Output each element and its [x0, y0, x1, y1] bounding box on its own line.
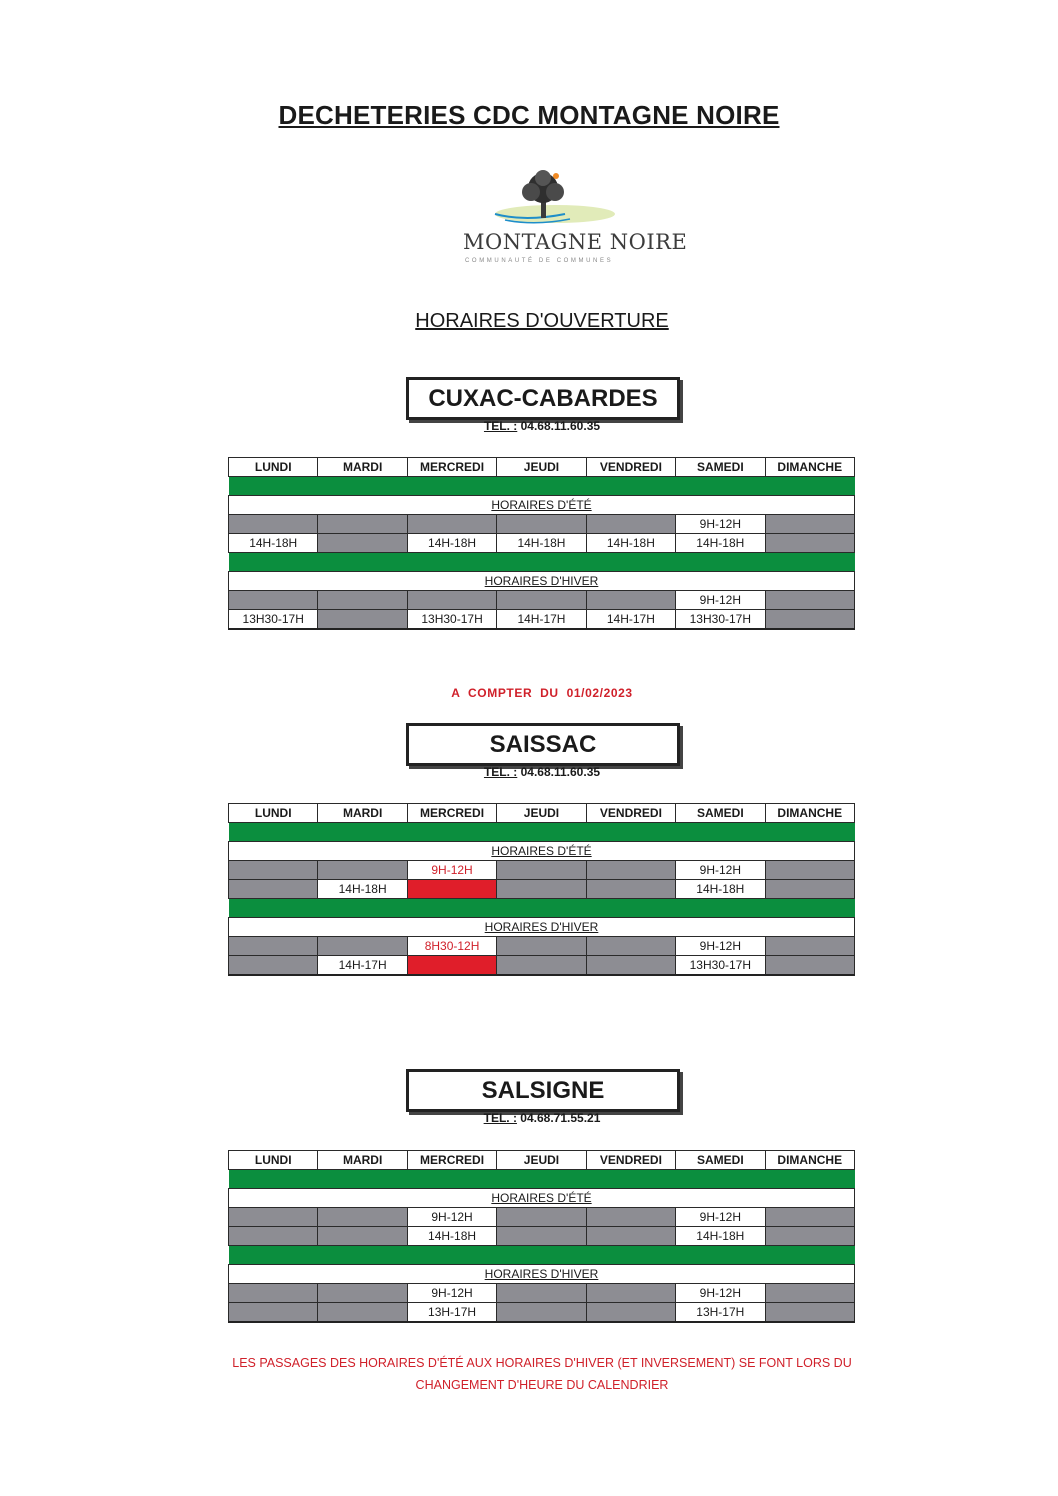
- phone-label: TEL. :: [483, 765, 518, 779]
- closed-cell: [497, 880, 586, 899]
- hours-cell: 14H-18H: [407, 534, 496, 553]
- closed-cell: [586, 880, 675, 899]
- hours-cell: 9H-12H: [676, 861, 765, 880]
- season-label-row: [229, 1265, 855, 1284]
- hours-cell: 14H-18H: [676, 1227, 765, 1246]
- hours-cell: 14H-18H: [676, 880, 765, 899]
- hours-row: [229, 1208, 855, 1227]
- closed-cell: [586, 1284, 675, 1303]
- closed-cell: [765, 861, 854, 880]
- closed-cell: [765, 534, 854, 553]
- footer-line-2: CHANGEMENT D'HEURE DU CALENDRIER: [415, 1378, 669, 1392]
- page-title: DECHETERIES CDC MONTAGNE NOIRE: [278, 100, 780, 130]
- closed-cell: [497, 1227, 586, 1246]
- closed-cell: [765, 591, 854, 610]
- hours-cell: 14H-18H: [586, 534, 675, 553]
- closed-cell: [318, 1303, 407, 1323]
- closed-cell: [497, 591, 586, 610]
- day-header: DIMANCHE: [765, 458, 854, 477]
- closed-cell: [497, 1208, 586, 1227]
- season-divider: [229, 477, 855, 496]
- closed-cell: [497, 861, 586, 880]
- day-header: DIMANCHE: [765, 1151, 854, 1170]
- closed-cell: [229, 937, 318, 956]
- day-header: SAMEDI: [676, 1151, 765, 1170]
- hours-cell: 9H-12H: [407, 1284, 496, 1303]
- day-header: MARDI: [318, 1151, 407, 1170]
- hours-cell: 13H-17H: [407, 1303, 496, 1323]
- day-header: VENDREDI: [586, 1151, 675, 1170]
- day-header: MERCREDI: [407, 458, 496, 477]
- day-header: SAMEDI: [676, 458, 765, 477]
- hours-row: [229, 515, 855, 534]
- hours-cell: 14H-18H: [407, 1227, 496, 1246]
- day-header-row: [229, 458, 855, 477]
- season-label: HORAIRES D'HIVER: [229, 572, 855, 591]
- hours-cell: 13H-17H: [676, 1303, 765, 1323]
- hours-row: [229, 937, 855, 956]
- closed-cell: [765, 937, 854, 956]
- site-phone: [0, 1111, 1058, 1125]
- hours-cell: 14H-18H: [229, 534, 318, 553]
- season-divider: [229, 823, 855, 842]
- site-name-box: CUXAC-CABARDES: [406, 377, 680, 420]
- closed-cell: [229, 591, 318, 610]
- closed-cell: [586, 1227, 675, 1246]
- closed-cell: [229, 956, 318, 976]
- schedule-table: [228, 803, 855, 976]
- closed-cell: [318, 937, 407, 956]
- closed-cell: [765, 956, 854, 976]
- closed-cell: [497, 515, 586, 534]
- day-header: LUNDI: [229, 1151, 318, 1170]
- closed-cell: [318, 1227, 407, 1246]
- season-divider: [229, 899, 855, 918]
- green-band: [229, 553, 855, 572]
- hours-cell: 8H30-12H: [407, 937, 496, 956]
- closed-cell: [586, 515, 675, 534]
- tree-logo-icon: [455, 170, 635, 230]
- day-header: MERCREDI: [407, 804, 496, 823]
- schedule-table: [228, 1150, 855, 1323]
- hours-cell: 9H-12H: [407, 1208, 496, 1227]
- site-name-box: SAISSAC: [406, 723, 680, 766]
- hours-row: [229, 1284, 855, 1303]
- closed-cell: [765, 515, 854, 534]
- closed-cell: [229, 1227, 318, 1246]
- season-label: HORAIRES D'ÉTÉ: [229, 842, 855, 861]
- hours-cell: 9H-12H: [676, 1208, 765, 1227]
- phone-number: 04.68.71.55.21: [520, 1111, 601, 1125]
- hours-cell: 14H-18H: [676, 534, 765, 553]
- hours-cell: 9H-12H: [407, 861, 496, 880]
- hours-row: [229, 880, 855, 899]
- closed-cell: [497, 937, 586, 956]
- day-header: VENDREDI: [586, 458, 675, 477]
- hours-cell: 14H-18H: [497, 534, 586, 553]
- season-label-row: [229, 842, 855, 861]
- closed-cell: [586, 1208, 675, 1227]
- season-divider: [229, 1170, 855, 1189]
- closed-cell: [318, 610, 407, 630]
- hours-cell: 9H-12H: [676, 937, 765, 956]
- closed-cell: [318, 534, 407, 553]
- hours-row: [229, 610, 855, 630]
- closed-cell: [229, 515, 318, 534]
- closed-cell: [229, 861, 318, 880]
- season-label: HORAIRES D'ÉTÉ: [229, 496, 855, 515]
- closed-cell: [586, 861, 675, 880]
- closed-cell: [765, 1284, 854, 1303]
- site-phone: [0, 419, 1058, 433]
- season-divider: [229, 1246, 855, 1265]
- opening-hours-heading: HORAIRES D'OUVERTURE: [415, 310, 669, 332]
- day-header-row: [229, 1151, 855, 1170]
- closed-cell: [229, 1208, 318, 1227]
- season-label: HORAIRES D'HIVER: [229, 1265, 855, 1284]
- day-header: JEUDI: [497, 804, 586, 823]
- hours-row: [229, 591, 855, 610]
- day-header: LUNDI: [229, 458, 318, 477]
- green-band: [229, 823, 855, 842]
- footer-note: [230, 1352, 854, 1396]
- closed-cell: [229, 1303, 318, 1323]
- season-label-row: [229, 496, 855, 515]
- closed-cell: [407, 591, 496, 610]
- closed-cell: [407, 956, 496, 976]
- footer-line-1: LES PASSAGES DES HORAIRES D'ÉTÉ AUX HORAIRES D'HIVER (ET INVERSEMENT) SE FONT LORS DU: [232, 1356, 852, 1370]
- hours-cell: 14H-17H: [497, 610, 586, 630]
- logo-name: MONTAGNE NOIRE: [463, 230, 688, 254]
- phone-label: TEL. :: [483, 419, 518, 433]
- hours-cell: 13H30-17H: [676, 956, 765, 976]
- phone-label: TEL. :: [483, 1111, 517, 1125]
- site-phone: [0, 765, 1058, 779]
- hours-cell: 14H-18H: [318, 880, 407, 899]
- closed-cell: [586, 1303, 675, 1323]
- closed-cell: [318, 515, 407, 534]
- day-header: SAMEDI: [676, 804, 765, 823]
- season-divider: [229, 553, 855, 572]
- closed-cell: [497, 956, 586, 976]
- hours-cell: 13H30-17H: [676, 610, 765, 630]
- closed-cell: [229, 1284, 318, 1303]
- season-label: HORAIRES D'ÉTÉ: [229, 1189, 855, 1208]
- hours-row: [229, 1303, 855, 1323]
- closed-cell: [765, 880, 854, 899]
- day-header: JEUDI: [497, 1151, 586, 1170]
- day-header: DIMANCHE: [765, 804, 854, 823]
- hours-cell: 13H30-17H: [229, 610, 318, 630]
- site-name-box: SALSIGNE: [406, 1069, 680, 1112]
- effective-date-notice: A COMPTER DU 01/02/2023: [451, 686, 633, 700]
- closed-cell: [318, 591, 407, 610]
- green-band: [229, 899, 855, 918]
- phone-number: 04.68.11.60.35: [520, 419, 601, 433]
- closed-cell: [407, 880, 496, 899]
- closed-cell: [318, 1284, 407, 1303]
- hours-row: [229, 1227, 855, 1246]
- closed-cell: [586, 591, 675, 610]
- day-header: JEUDI: [497, 458, 586, 477]
- schedule-table: [228, 457, 855, 630]
- closed-cell: [765, 1208, 854, 1227]
- season-label-row: [229, 1189, 855, 1208]
- day-header: LUNDI: [229, 804, 318, 823]
- closed-cell: [765, 1227, 854, 1246]
- logo-subtitle: COMMUNAUTÉ DE COMMUNES: [465, 258, 614, 264]
- closed-cell: [497, 1303, 586, 1323]
- montagne-noire-logo: [455, 170, 688, 270]
- closed-cell: [407, 515, 496, 534]
- hours-row: [229, 861, 855, 880]
- closed-cell: [229, 880, 318, 899]
- closed-cell: [586, 956, 675, 976]
- closed-cell: [765, 610, 854, 630]
- green-band: [229, 1246, 855, 1265]
- hours-row: [229, 534, 855, 553]
- hours-cell: 9H-12H: [676, 591, 765, 610]
- season-label-row: [229, 572, 855, 591]
- hours-row: [229, 956, 855, 976]
- hours-cell: 13H30-17H: [407, 610, 496, 630]
- green-band: [229, 477, 855, 496]
- hours-cell: 14H-17H: [586, 610, 675, 630]
- season-label-row: [229, 918, 855, 937]
- day-header: MARDI: [318, 458, 407, 477]
- hours-cell: 14H-17H: [318, 956, 407, 976]
- hours-cell: 9H-12H: [676, 1284, 765, 1303]
- phone-number: 04.68.11.60.35: [520, 765, 601, 779]
- closed-cell: [318, 1208, 407, 1227]
- day-header: MARDI: [318, 804, 407, 823]
- season-label: HORAIRES D'HIVER: [229, 918, 855, 937]
- hours-cell: 9H-12H: [676, 515, 765, 534]
- closed-cell: [586, 937, 675, 956]
- closed-cell: [318, 861, 407, 880]
- green-band: [229, 1170, 855, 1189]
- day-header: MERCREDI: [407, 1151, 496, 1170]
- day-header-row: [229, 804, 855, 823]
- day-header: VENDREDI: [586, 804, 675, 823]
- closed-cell: [497, 1284, 586, 1303]
- closed-cell: [765, 1303, 854, 1323]
